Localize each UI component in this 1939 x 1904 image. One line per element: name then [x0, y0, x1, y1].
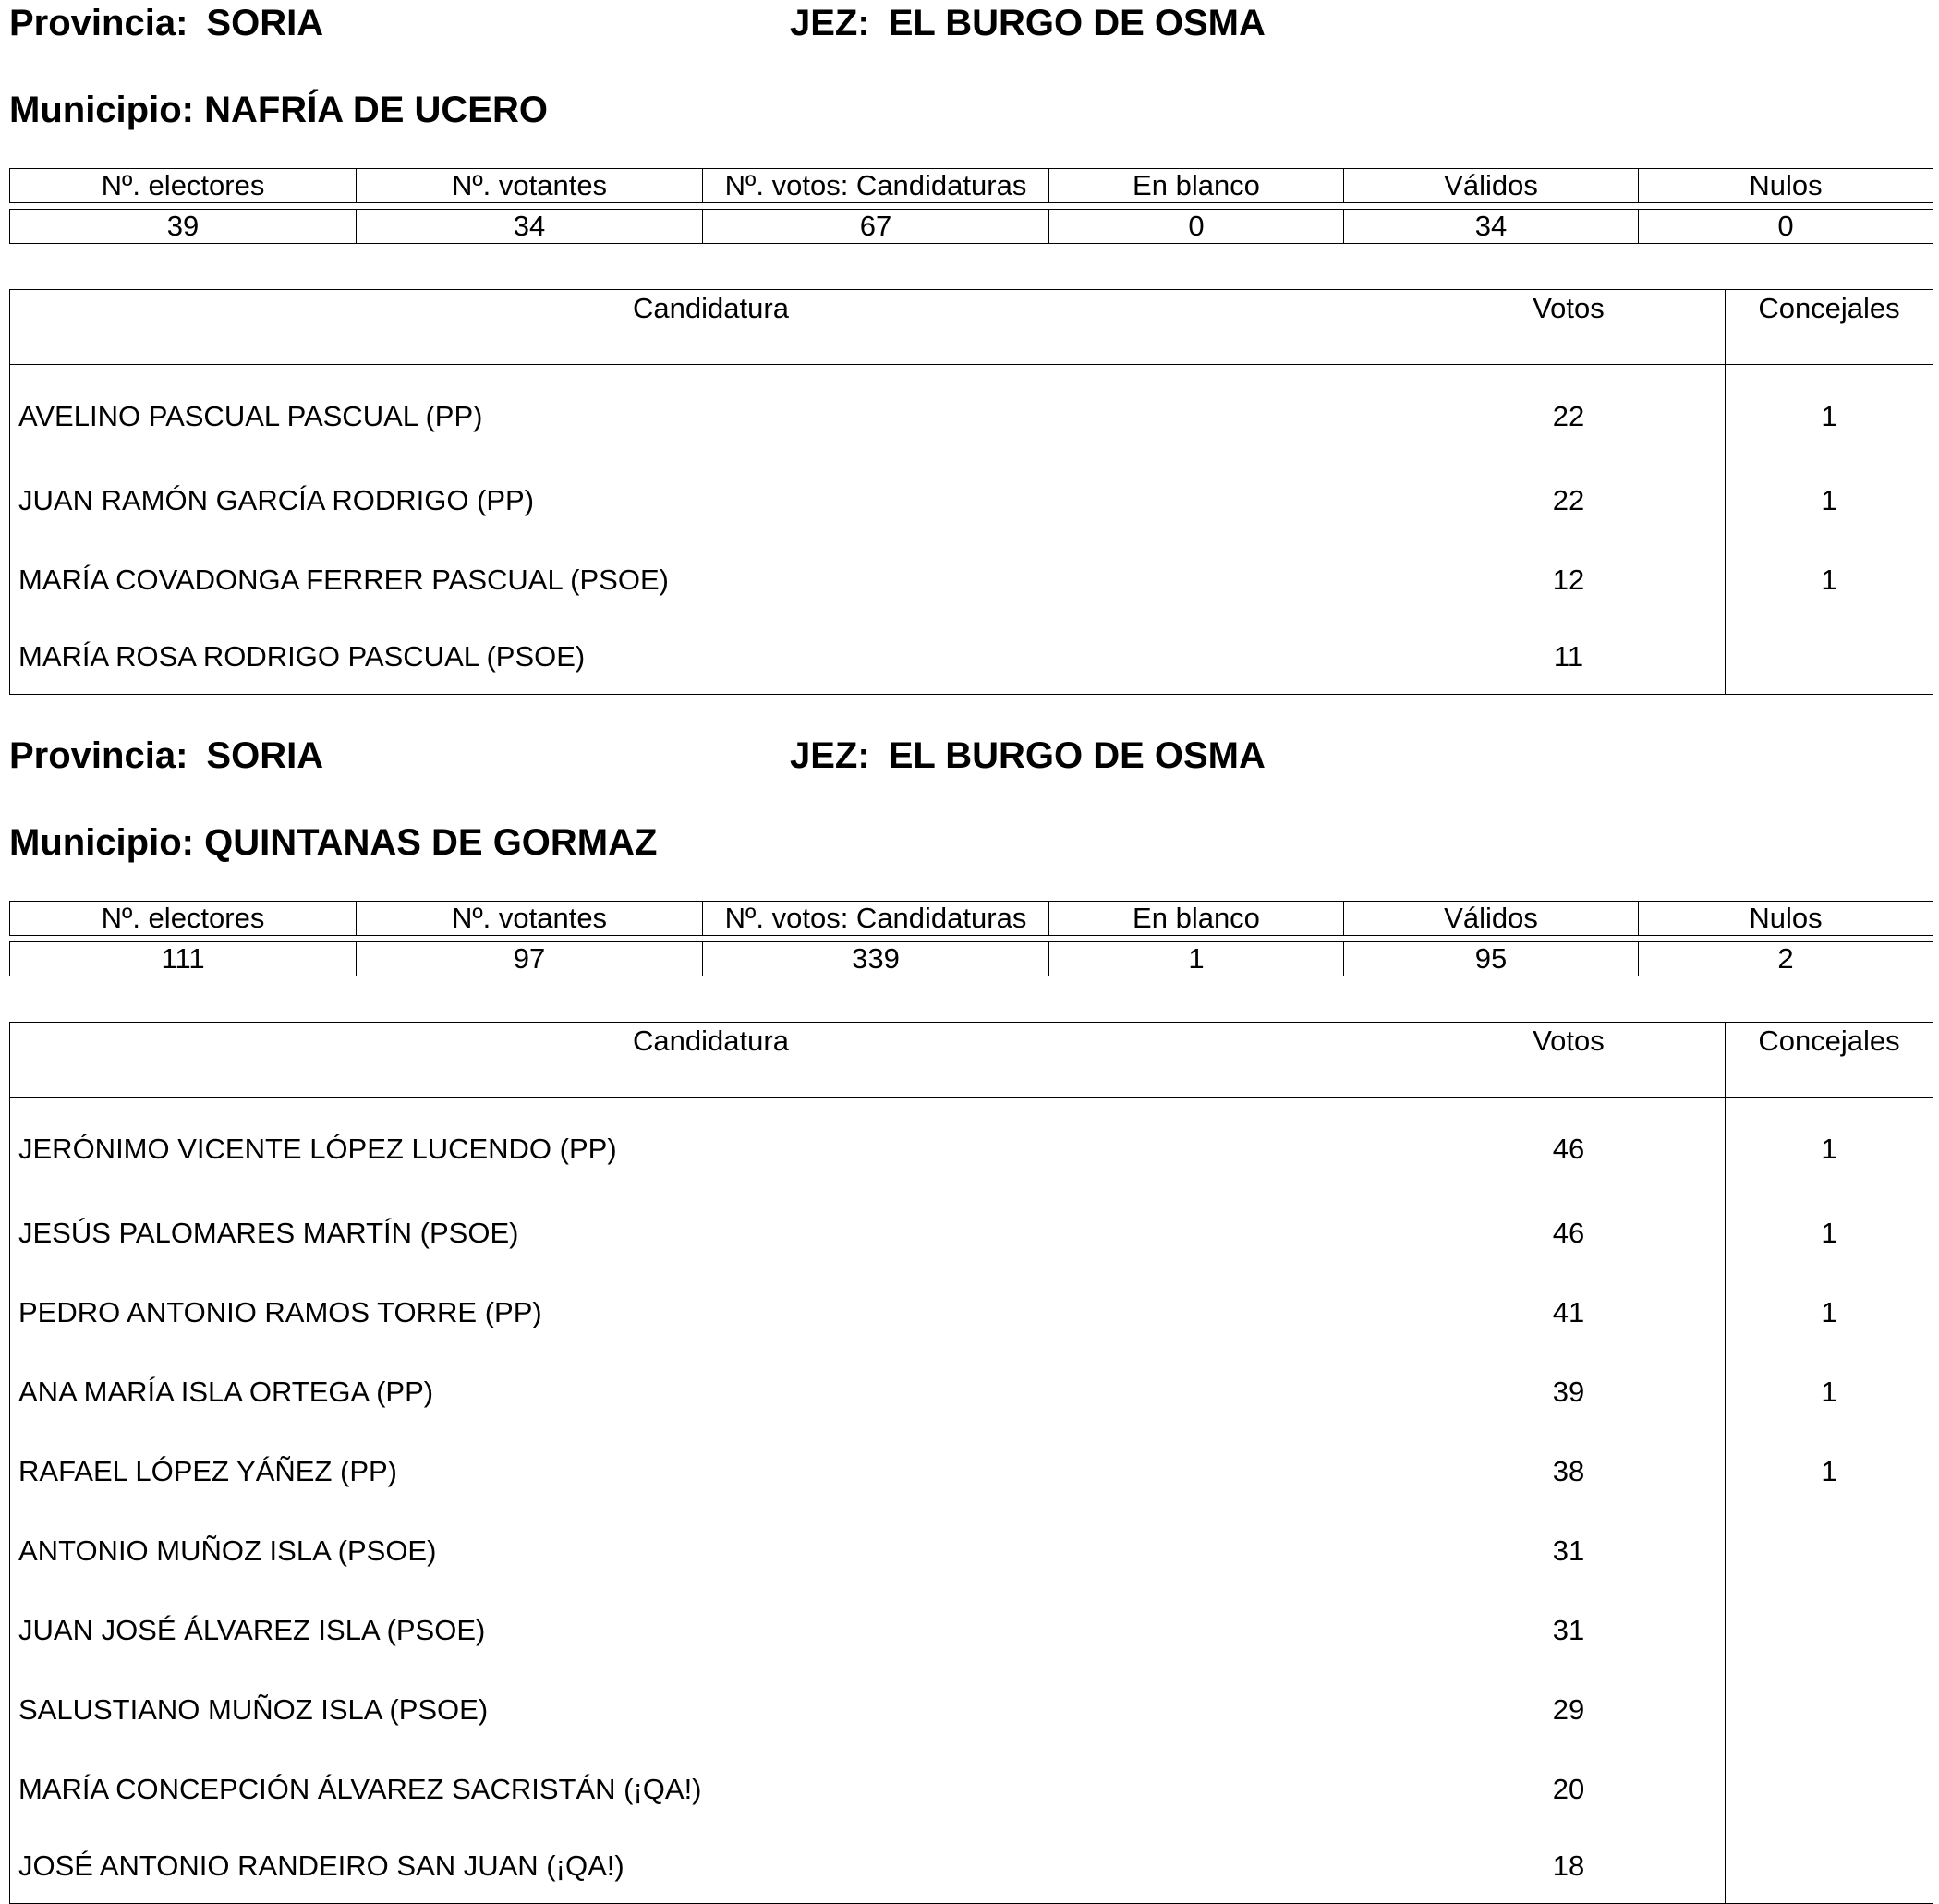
table-row: [10, 1591, 1933, 1670]
stats-value: 2: [1639, 942, 1933, 976]
candidate-votos: 46: [1412, 1194, 1726, 1273]
stats-values-table: [9, 209, 1933, 244]
jez-heading: [790, 733, 1266, 779]
candidate-concejales: 1: [1726, 1352, 1933, 1432]
table-row: [10, 1750, 1933, 1829]
candidatura-header: Candidatura: [10, 1023, 1412, 1098]
candidate-concejales: [1726, 1511, 1933, 1591]
table-row: [10, 1194, 1933, 1273]
stats-header: Válidos: [1344, 902, 1639, 936]
candidates-header-row: [10, 290, 1933, 365]
municipio-value: QUINTANAS DE GORMAZ: [204, 822, 658, 863]
candidate-concejales: 1: [1726, 1194, 1933, 1273]
stats-value: 39: [10, 210, 357, 244]
stats-value-row: [10, 942, 1933, 976]
candidate-concejales: 1: [1726, 1098, 1933, 1195]
candidate-votos: 29: [1412, 1670, 1726, 1750]
candidate-votos: 31: [1412, 1511, 1726, 1591]
candidate-name: JERÓNIMO VICENTE LÓPEZ LUCENDO (PP): [18, 1133, 617, 1165]
stats-header: Nº. electores: [10, 169, 357, 203]
municipio-label: Municipio:: [9, 90, 194, 130]
table-row: [10, 1432, 1933, 1511]
stats-header: Nulos: [1639, 169, 1933, 203]
candidate-votos: 46: [1412, 1098, 1726, 1195]
stats-table: [9, 168, 1933, 203]
candidate-concejales: [1726, 1591, 1933, 1670]
candidates-header-row: [10, 1023, 1933, 1098]
candidate-concejales: [1726, 1670, 1933, 1750]
stats-header: Nº. votos: Candidaturas: [703, 169, 1049, 203]
table-row: [10, 461, 1933, 540]
table-row: [10, 1829, 1933, 1904]
candidates-table: [9, 1022, 1933, 1904]
candidate-name: JOSÉ ANTONIO RANDEIRO SAN JUAN (¡QA!): [18, 1849, 624, 1882]
provincia-label: Provincia:: [9, 3, 188, 43]
table-row: [10, 1670, 1933, 1750]
candidate-concejales: [1726, 1829, 1933, 1904]
candidate-concejales: [1726, 1750, 1933, 1829]
table-row: [10, 365, 1933, 462]
candidate-name: MARÍA CONCEPCIÓN ÁLVAREZ SACRISTÁN (¡QA!): [18, 1773, 702, 1805]
stats-header-row: [10, 169, 1933, 203]
stats-value-row: [10, 210, 1933, 244]
candidate-concejales: 1: [1726, 365, 1933, 462]
candidate-votos: 38: [1412, 1432, 1726, 1511]
municipio-heading: [9, 819, 657, 866]
candidate-name: JUAN RAMÓN GARCÍA RODRIGO (PP): [18, 484, 535, 516]
stats-values-table: [9, 941, 1933, 976]
municipio-label: Municipio:: [9, 822, 194, 863]
candidate-name: AVELINO PASCUAL PASCUAL (PP): [18, 400, 483, 432]
municipio-heading: [9, 87, 548, 133]
stats-header: Nº. electores: [10, 902, 357, 936]
candidate-concejales: [1726, 620, 1933, 695]
table-row: [10, 1511, 1933, 1591]
stats-header-row: [10, 902, 1933, 936]
stats-header: En blanco: [1049, 902, 1344, 936]
stats-header: Nulos: [1639, 902, 1933, 936]
stats-value: 95: [1344, 942, 1639, 976]
candidate-concejales: 1: [1726, 461, 1933, 540]
candidate-votos: 39: [1412, 1352, 1726, 1432]
stats-value: 0: [1049, 210, 1344, 244]
jez-value: EL BURGO DE OSMA: [888, 3, 1266, 43]
provincia-value: SORIA: [206, 3, 324, 43]
jez-heading: [790, 0, 1266, 46]
provincia-heading: [9, 733, 323, 779]
stats-value: 34: [1344, 210, 1639, 244]
stats-value: 34: [357, 210, 703, 244]
candidate-name: SALUSTIANO MUÑOZ ISLA (PSOE): [18, 1693, 489, 1726]
stats-value: 97: [357, 942, 703, 976]
concejales-header: Concejales: [1726, 1023, 1933, 1098]
candidate-votos: 22: [1412, 365, 1726, 462]
provincia-label: Provincia:: [9, 735, 188, 776]
candidate-votos: 18: [1412, 1829, 1726, 1904]
candidate-name: RAFAEL LÓPEZ YÁÑEZ (PP): [18, 1455, 398, 1487]
jez-label: JEZ:: [790, 735, 870, 776]
votos-header: Votos: [1412, 1023, 1726, 1098]
candidate-name: PEDRO ANTONIO RAMOS TORRE (PP): [18, 1296, 542, 1328]
jez-value: EL BURGO DE OSMA: [888, 735, 1266, 776]
candidate-name: ANA MARÍA ISLA ORTEGA (PP): [18, 1376, 434, 1408]
candidate-votos: 22: [1412, 461, 1726, 540]
candidate-votos: 41: [1412, 1273, 1726, 1352]
table-row: [10, 1098, 1933, 1195]
concejales-header: Concejales: [1726, 290, 1933, 365]
provincia-value: SORIA: [206, 735, 324, 776]
stats-header: Nº. votantes: [357, 902, 703, 936]
candidate-concejales: 1: [1726, 1432, 1933, 1511]
candidates-table: [9, 289, 1933, 695]
stats-value: 67: [703, 210, 1049, 244]
stats-header: Válidos: [1344, 169, 1639, 203]
stats-value: 0: [1639, 210, 1933, 244]
candidate-name: MARÍA COVADONGA FERRER PASCUAL (PSOE): [18, 564, 669, 596]
candidate-name: JESÚS PALOMARES MARTÍN (PSOE): [18, 1217, 519, 1249]
table-row: [10, 620, 1933, 695]
stats-value: 1: [1049, 942, 1344, 976]
stats-value: 111: [10, 942, 357, 976]
jez-label: JEZ:: [790, 3, 870, 43]
stats-header: En blanco: [1049, 169, 1344, 203]
municipio-value: NAFRÍA DE UCERO: [204, 90, 548, 130]
table-row: [10, 1273, 1933, 1352]
votos-header: Votos: [1412, 290, 1726, 365]
candidate-votos: 31: [1412, 1591, 1726, 1670]
table-row: [10, 1352, 1933, 1432]
candidate-concejales: 1: [1726, 1273, 1933, 1352]
candidate-votos: 12: [1412, 540, 1726, 620]
candidate-concejales: 1: [1726, 540, 1933, 620]
table-row: [10, 540, 1933, 620]
candidate-name: MARÍA ROSA RODRIGO PASCUAL (PSOE): [18, 640, 586, 673]
candidate-name: ANTONIO MUÑOZ ISLA (PSOE): [18, 1534, 437, 1567]
stats-header: Nº. votantes: [357, 169, 703, 203]
candidate-votos: 11: [1412, 620, 1726, 695]
candidatura-header: Candidatura: [10, 290, 1412, 365]
stats-header: Nº. votos: Candidaturas: [703, 902, 1049, 936]
stats-table: [9, 901, 1933, 936]
candidate-name: JUAN JOSÉ ÁLVAREZ ISLA (PSOE): [18, 1614, 486, 1646]
provincia-heading: [9, 0, 323, 46]
candidate-votos: 20: [1412, 1750, 1726, 1829]
stats-value: 339: [703, 942, 1049, 976]
